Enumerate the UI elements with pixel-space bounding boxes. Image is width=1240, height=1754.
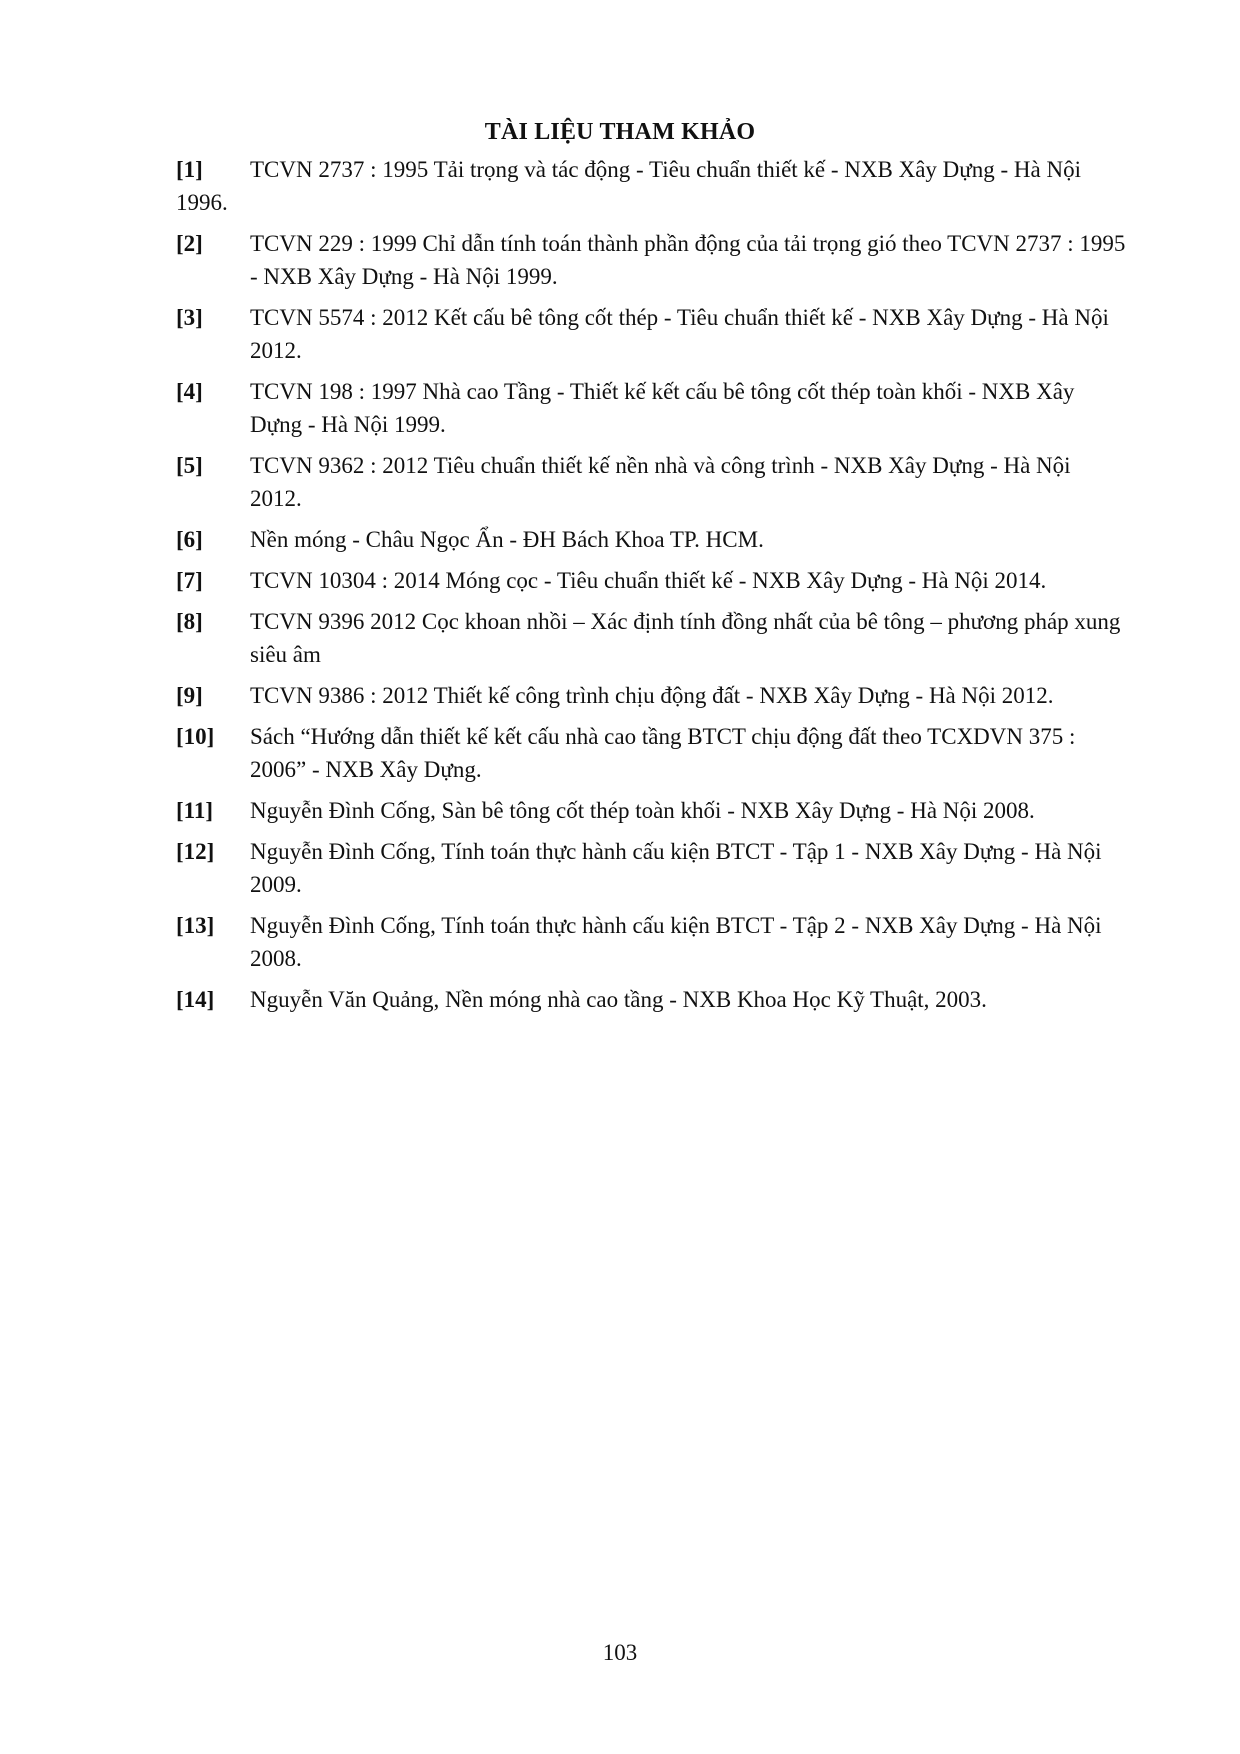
reference-item-5 [176, 449, 1126, 515]
reference-item-6 [176, 523, 1126, 556]
reference-list [176, 153, 1126, 1024]
reference-item-3 [176, 301, 1126, 367]
reference-text: Nguyễn Đình Cống, Tính toán thực hành cấu kiện BTCT - Tập 2 - NXB Xây Dựng - Hà Nội 2008. [250, 913, 1102, 971]
reference-number: [3] [176, 305, 203, 330]
reference-item-8 [176, 605, 1126, 671]
reference-item-12 [176, 835, 1126, 901]
reference-text: TCVN 229 : 1999 Chỉ dẫn tính toán thành phần động của tải trọng gió theo TCVN 2737 : 1995 - NXB Xây Dựng - Hà Nội 1999. [250, 231, 1126, 289]
reference-text: Nền móng - Châu Ngọc Ẩn - ĐH Bách Khoa TP. HCM. [250, 527, 764, 552]
reference-item-4 [176, 375, 1126, 441]
reference-item-9 [176, 679, 1126, 712]
reference-item-13 [176, 909, 1126, 975]
reference-number: [6] [176, 527, 203, 552]
reference-number: [2] [176, 231, 203, 256]
reference-item-7 [176, 564, 1126, 597]
reference-number: [13] [176, 913, 215, 938]
reference-number: [11] [176, 798, 214, 823]
reference-text: TCVN 2737 : 1995 Tải trọng và tác động - Tiêu chuẩn thiết kế - NXB Xây Dựng - Hà Nội 1996. [176, 157, 1081, 215]
reference-number: [10] [176, 724, 215, 749]
reference-number: [4] [176, 379, 203, 404]
reference-text: Nguyễn Văn Quảng, Nền móng nhà cao tầng - NXB Khoa Học Kỹ Thuật, 2003. [250, 987, 987, 1012]
reference-text: TCVN 198 : 1997 Nhà cao Tầng - Thiết kế kết cấu bê tông cốt thép toàn khối - NXB Xây Dựng - Hà Nội 1999. [250, 379, 1075, 437]
reference-item-11 [176, 794, 1126, 827]
reference-text: TCVN 10304 : 2014 Móng cọc - Tiêu chuẩn thiết kế - NXB Xây Dựng - Hà Nội 2014. [250, 568, 1047, 593]
reference-number: [8] [176, 609, 203, 634]
reference-item-10 [176, 720, 1126, 786]
reference-text: TCVN 9396 2012 Cọc khoan nhồi – Xác định tính đồng nhất của bê tông – phương pháp xung siêu âm [250, 609, 1121, 667]
reference-text: TCVN 9386 : 2012 Thiết kế công trình chịu động đất - NXB Xây Dựng - Hà Nội 2012. [250, 683, 1054, 708]
reference-text: Nguyễn Đình Cống, Tính toán thực hành cấu kiện BTCT - Tập 1 - NXB Xây Dựng - Hà Nội 2009. [250, 839, 1102, 897]
page-title: TÀI LIỆU THAM KHẢO [484, 119, 756, 145]
reference-number: [14] [176, 987, 215, 1012]
reference-number: [9] [176, 683, 203, 708]
reference-item-2 [176, 227, 1126, 293]
reference-item-1 [176, 153, 1126, 219]
page-number: 103 [602, 1640, 638, 1665]
reference-text: Nguyễn Đình Cống, Sàn bê tông cốt thép toàn khối - NXB Xây Dựng - Hà Nội 2008. [250, 798, 1035, 823]
reference-number: [5] [176, 453, 203, 478]
reference-number: [7] [176, 568, 203, 593]
reference-text: TCVN 5574 : 2012 Kết cấu bê tông cốt thép - Tiêu chuẩn thiết kế - NXB Xây Dựng - Hà Nội 2012. [250, 305, 1109, 363]
reference-text: Sách “Hướng dẫn thiết kế kết cấu nhà cao tầng BTCT chịu động đất theo TCXDVN 375 : 2006” - NXB Xây Dựng. [250, 724, 1076, 782]
reference-number: [1] [176, 157, 203, 182]
reference-number: [12] [176, 839, 215, 864]
reference-text: TCVN 9362 : 2012 Tiêu chuẩn thiết kế nền nhà và công trình - NXB Xây Dựng - Hà Nội 2012. [250, 453, 1071, 511]
reference-item-14 [176, 983, 1126, 1016]
